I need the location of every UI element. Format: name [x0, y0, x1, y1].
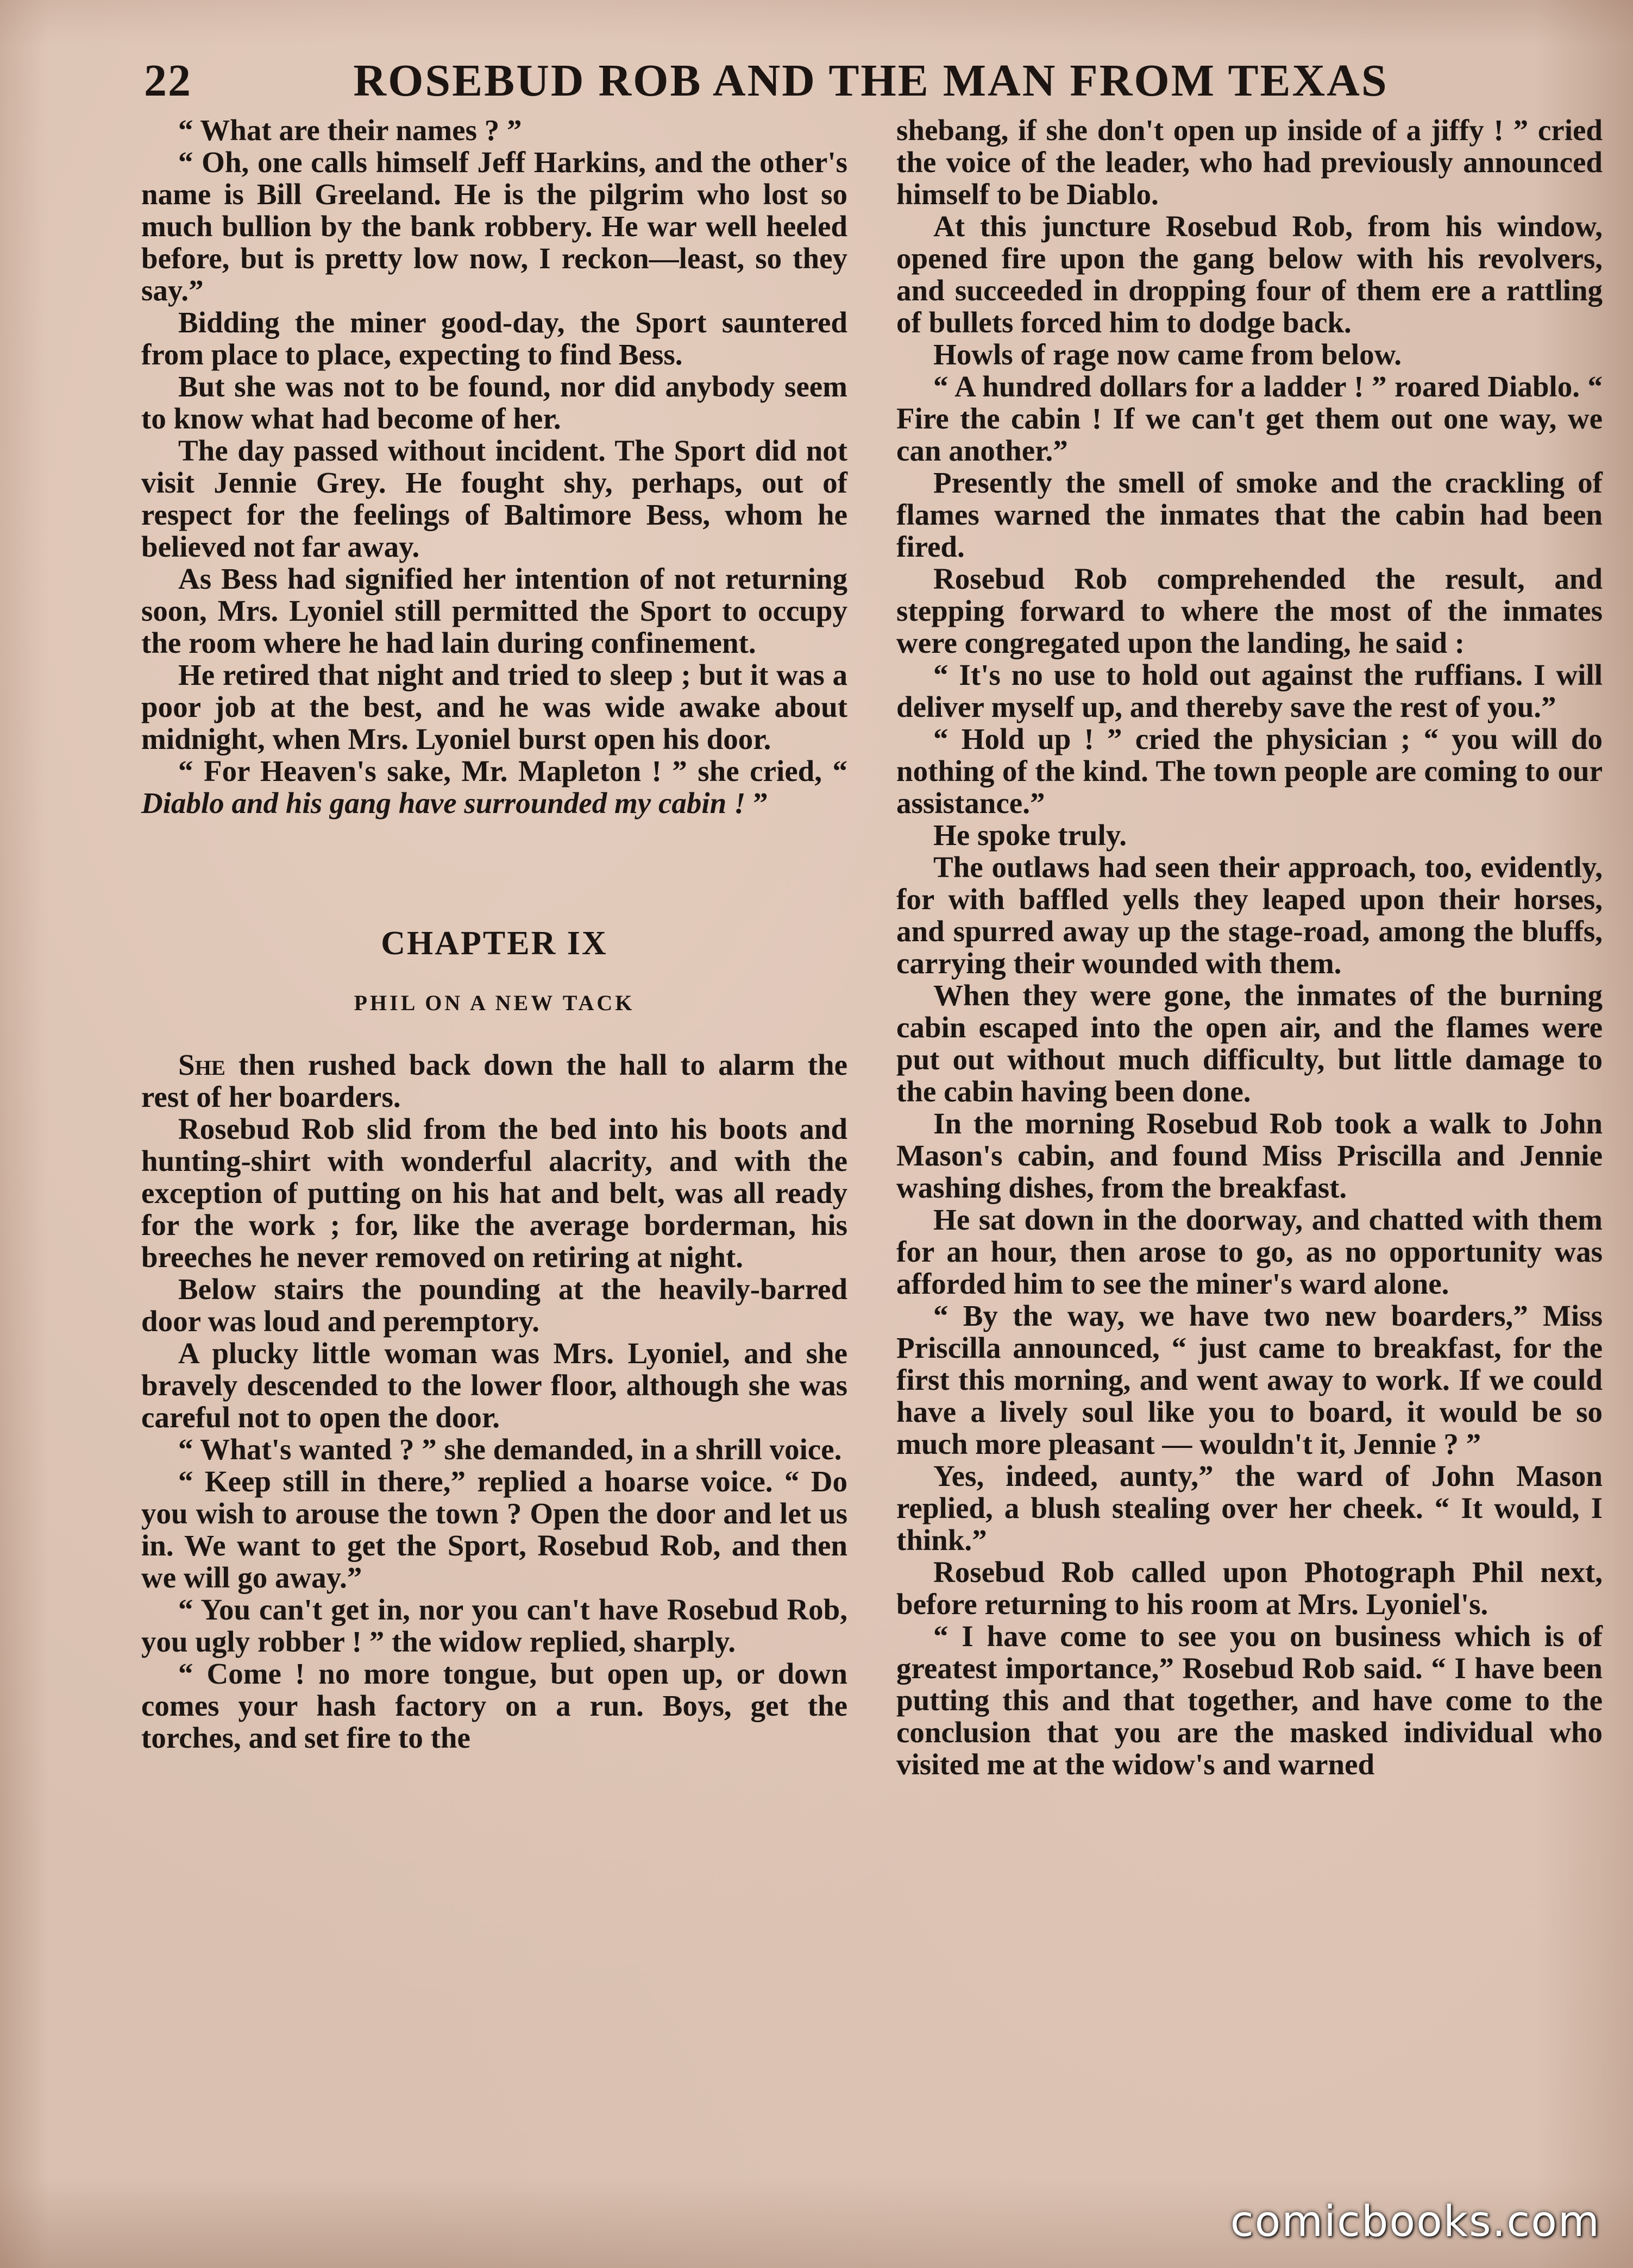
- paragraph: He retired that night and tried to sleep ; but it was a poor job at the best, and he was wide awake about midnight, when Mrs. Lyoniel burst open his door.: [141, 658, 847, 755]
- chapter-heading: CHAPTER IX: [381, 925, 608, 962]
- paragraph: Yes, indeed, aunty,” the ward of John Mason replied, a blush stealing over her cheek. “ It would, I think.”: [896, 1459, 1603, 1557]
- paragraph: “ It's no use to hold out against the ruffians. I will deliver myself up, and thereby save the rest of you.”: [896, 658, 1603, 723]
- chapter-first-word: She: [178, 1048, 225, 1081]
- paragraph: Howls of rage now came from below.: [933, 338, 1402, 371]
- paragraph: “ A hundred dollars for a ladder ! ” roared Diablo. “ Fire the cabin ! If we can't get them out one way, we can another.”: [896, 370, 1603, 467]
- chapter-subtitle: PHIL ON A NEW TACK: [354, 991, 635, 1015]
- paragraph: He sat down in the doorway, and chatted with them for an hour, then arose to go, as no opportunity was afforded him to see the miner's ward alone.: [896, 1203, 1603, 1300]
- paragraph: Bidding the miner good-day, the Sport sauntered from place to place, expecting to find Bess.: [141, 306, 847, 371]
- paragraph: “ Hold up ! ” cried the physician ; “ you will do nothing of the kind. The town people are coming to our assistance.”: [896, 722, 1603, 820]
- paragraph: The day passed without incident. The Sport did not visit Jennie Grey. He fought shy, perhaps, out of respect for the feelings of Baltimore Bess, whom he believed not far away.: [141, 434, 847, 563]
- paragraph: He spoke truly.: [933, 818, 1127, 852]
- left-column: [141, 114, 847, 2187]
- paragraph: In the morning Rosebud Rob took a walk to John Mason's cabin, and found Miss Priscilla and Jennie washing dishes, from the breakfast.: [896, 1107, 1603, 1204]
- paragraph: As Bess had signified her intention of not returning soon, Mrs. Lyoniel still permitted the Sport to occupy the room where he had lain during confinement.: [141, 562, 847, 659]
- paragraph: “ I have come to see you on business which is of greatest importance,” Rosebud Rob said. “ I have been putting this and that together, and have come to the conclusion that you are the masked individual who visited me at the widow's and warned: [896, 1620, 1603, 1781]
- paragraph: Rosebud Rob called upon Photograph Phil next, before returning to his room at Mrs. Lyoniel's.: [896, 1555, 1603, 1621]
- running-title: ROSEBUD ROB AND THE MAN FROM TEXAS: [353, 55, 1389, 106]
- page-header: [144, 54, 1424, 109]
- paragraph: “ Come ! no more tongue, but open up, or down comes your hash factory on a run. Boys, get the torches, and set fire to the: [141, 1657, 847, 1754]
- paragraph: At this juncture Rosebud Rob, from his window, opened fire upon the gang below with his revolvers, and succeeded in dropping four of them ere a rattling of bullets forced him to dodge back.: [896, 210, 1603, 339]
- paragraph: When they were gone, the inmates of the burning cabin escaped into the open air, and the flames were put out without much difficulty, but little damage to the cabin having been done.: [896, 979, 1603, 1108]
- paragraph: Rosebud Rob comprehended the result, and stepping forward to where the most of the inmates were congregated upon the landing, he said :: [896, 562, 1603, 659]
- chapter-opening-paragraph: [141, 1049, 847, 1113]
- continued-paragraph: shebang, if she don't open up inside of a jiffy ! ” cried the voice of the leader, who had previously announced himself to be Diablo.: [896, 114, 1603, 211]
- paragraph: “ What are their names ? ”: [178, 114, 522, 147]
- paragraph: “ Keep still in there,” replied a hoarse voice. “ Do you wish to arouse the town ? Open the door and let us in. We want to get the Sport, Rosebud Rob, and then we will go away.”: [141, 1465, 847, 1594]
- page-number: 22: [144, 55, 192, 106]
- paragraph-exclamation: [141, 755, 847, 819]
- paragraph: Presently the smell of smoke and the crackling of flames warned the inmates that the cabin had been fired.: [896, 466, 1603, 563]
- paragraph: Rosebud Rob slid from the bed into his boots and hunting-shirt with wonderful alacrity, and with the exception of putting on his hat and belt, was all ready for the work ; for, like the average borderman, his breeches he never removed on retiring at night.: [141, 1112, 847, 1274]
- paragraph: “ You can't get in, nor you can't have Rosebud Rob, you ugly robber ! ” the widow replied, sharply.: [141, 1593, 847, 1658]
- paragraph: Below stairs the pounding at the heavily-barred door was loud and peremptory.: [141, 1272, 847, 1338]
- paragraph: But she was not to be found, nor did anybody seem to know what had become of her.: [141, 370, 847, 435]
- paragraph-text: ”: [745, 786, 768, 820]
- watermark: comicbooks.com: [1230, 2197, 1600, 2246]
- paragraph: The outlaws had seen their approach, too, evidently, for with baffled yells they leaped upon their horses, and spurred away up the stage-road, among the bluffs, carrying their wounded with them.: [896, 850, 1603, 980]
- paragraph: “ Oh, one calls himself Jeff Harkins, and the other's name is Bill Greeland. He is the pilgrim who lost so much bullion by the bank robbery. He war well heeled before, but is pretty low now, I reckon—least, so they say.”: [141, 146, 847, 307]
- paragraph: A plucky little woman was Mrs. Lyoniel, and she bravely descended to the lower floor, although she was careful not to open the door.: [141, 1337, 847, 1434]
- paragraph: “ What's wanted ? ” she demanded, in a shrill voice.: [178, 1433, 842, 1466]
- italic-text: Diablo and his gang have surrounded my cabin !: [141, 786, 746, 820]
- paragraph: “ By the way, we have two new boarders,” Miss Priscilla announced, “ just came to breakfast, for the first this morning, and went away to work. If we could have a lively soul like you to board, it would be so much more pleasant — wouldn't it, Jennie ? ”: [896, 1299, 1603, 1460]
- paragraph-text: then rushed back down the hall to alarm the rest of her boarders.: [141, 1048, 847, 1113]
- paragraph-text: “ For Heaven's sake, Mr. Mapleton ! ” she cried, “: [178, 754, 847, 788]
- right-column: [896, 114, 1603, 2187]
